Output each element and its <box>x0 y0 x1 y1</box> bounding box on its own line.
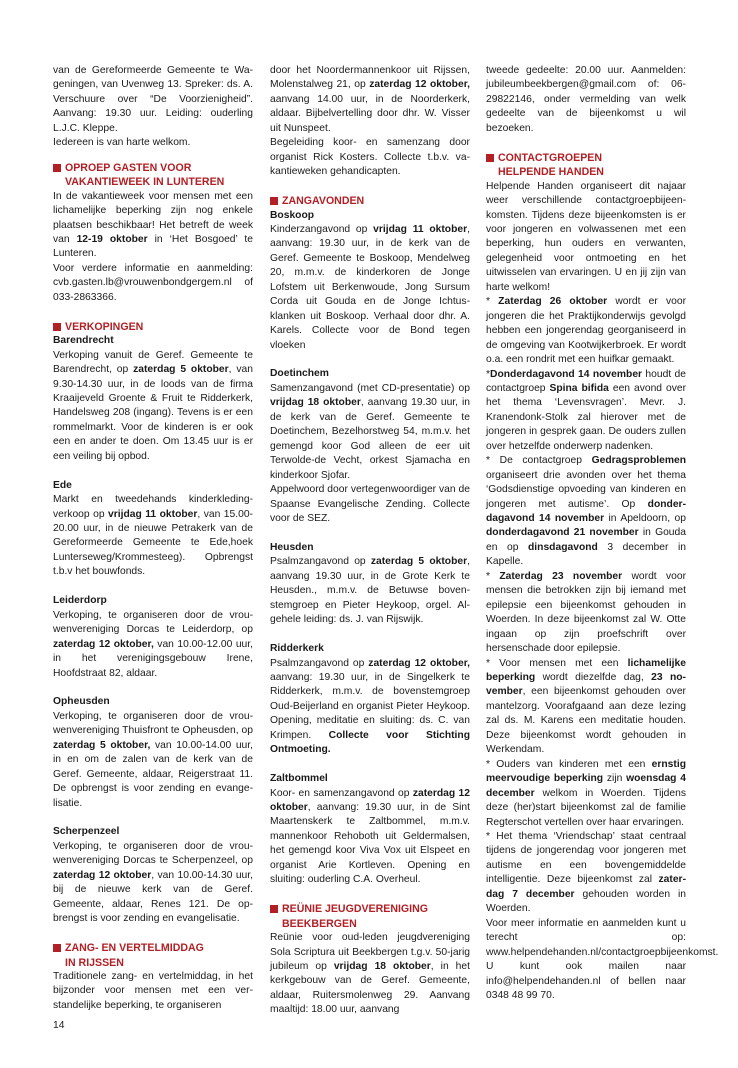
paragraph: In de vakantieweek voor mensen met een lichamelijke beperking zijn nog enkele plaatsen beschikbaar! Het betreft de week van 12-19 oktober in ‘Het Bosgoed’ te Lunteren. Voor verdere informatie en aanmelding: cvb.gasten.lb@vrouwenbondgergem.nl of 033-2863366. <box>53 190 253 303</box>
red-square-bullet-icon <box>270 197 278 205</box>
paragraph: Psalmzangavond op zaterdag 5 oktober, aanvang 19.30 uur, in de Grote Kerk te Heusden., m.m.v. de Betuwse bovenstemgroep en Pieter Heykoop, orgel. Algehele leiding: ds. J. van Rijswijk. <box>270 556 470 626</box>
subheading: Leiderdorp <box>53 595 107 607</box>
paragraph: Markt en tweedehands kinderkledingverkoop op vrijdag 11 oktober, van 15.00-20.00 uur, in de nieuwe Petrakerk van de Gereformeerde Gemeente te Ede,hoek Lunterseweg/Krommesteeg). Opbrengst t.b.v het bouwfonds. <box>53 494 253 578</box>
red-square-bullet-icon <box>53 323 61 331</box>
subheading: Ridderkerk <box>270 643 324 655</box>
paragraph: Helpende Handen organiseert dit najaar weer verschillende contactgroepbijeenkomsten. Tijdens deze bijeenkomsten is er voor jongeren en volwassenen met een beperking, hun ouders en verwanten, gelegenheid voor ontmoeting en het uitwisselen van ervaringen. U en jij zijn van harte welkom! * Zaterdag 26 oktober wordt er voor jongeren die het Praktijkonderwijs gevolgd hebben een jongerendag georganiseerd in de omgeving van Kootwijkerbroek. Er wordt o.a. een rondrit met een huifkar gemaakt. *Donderdagavond 14 november houdt de contactgroep Spina bifida een avond over het thema ‘Levensvragen’. Mevr. J. Kranendonk-Stolk zal hierover met de jongeren in gesprek gaan. De ouders zullen over hetzelfde onderwerp nadenken. * De contactgroep Gedragsproblemen organiseert drie avonden over het thema ‘Godsdienstige opvoeding van kinderen en jongeren met autisme’. Op donderdagavond 14 november in Apeldoorn, op donderdagavond 21 november in Gouda en op dinsdagavond 3 december in Kapelle. * Zaterdag 23 november wordt voor mensen die betrokken zijn bij iemand met epilepsie een bijeenkomst gehouden in Woerden. In deze bijeenkomst zal W. Otte ingaan op zijn proefschrift over hersenschade door epilepsie. * Voor mensen met een lichamelijke beperking wordt diezelfde dag, 23 november, een bijeenkomst gehouden over mantelzorg. Voorafgaand aan deze lezing zal ds. M. Karens een meditatie houden. Deze bijeenkomst wordt gehouden in Werkendam. * Ouders van kinderen met een ernstig meervoudige beperking zijn woensdag 4 december welkom in Woerden. Tijdens deze (her)start bijeenkomst zal de familie Regterschot vertellen over haar ervaringen. * Het thema ‘Vriendschap’ staat centraal tijdens de jongerendag voor jongeren met autisme en een bovengemiddelde intelligentie. Deze bijeenkomst zal zaterdag 7 december gehouden worden in Woerden. Voor meer informatie en aanmelden kunt u terecht op: www.helpendehanden.nl/contactgroepbijeenkomst. U kunt ook mailen naar info@helpendehanden.nl of bellen naar 0348 48 99 70. <box>486 180 719 1001</box>
paragraph: Koor- en samenzangavond op zaterdag 12 oktober, aanvang: 19.30 uur, in de Sint Maartenskerk te Zaltbommel, m.m.v. mannenkoor Rehoboth uit Geldermalsen, het gemengd koor Viva Vox uit Elspeet en organist Arie Kortleven. Opening en sluiting: ouderling C.A. Overheul. <box>270 787 470 886</box>
subheading: Barendrecht <box>53 335 114 347</box>
paragraph: Verkoping, te organiseren door de vrouwenvereniging Dorcas te Scherpenzeel, op zaterdag 12 oktober, van 10.00-14.30 uur, bij de nieuwe kerk van de Geref. Gemeente, aldaar, Renes 121. De opbrengst is voor zending en evangelisatie. <box>53 840 253 925</box>
paragraph: Samenzangavond (met CD-presentatie) op vrijdag 18 oktober, aanvang 19.30 uur, in de kerk van de Geref. Gemeente te Doetinchem, Bezelhorstweg 54, m.m.v. het gemengd koor God alleen de eer uit Terwolde-de Vecht, orkest Sjamacha en kinderkoor Sjofar. Appelwoord door vertegenwoordiger van de Spaanse Evangelische Zending. Collecte voor de SEZ. <box>270 382 470 525</box>
paragraph: Verkoping vanuit de Geref. Gemeente te Barendrecht, op zaterdag 5 oktober, van 9.30-14.30 uur, in de loods van de firma Kraaijeveld Groente & Fruit te Ridderkerk, Handelsweg 208 (ingang). Tevens is er een rommelmarkt. Voor de kinderen is er ook een en ander te doen. Om 13.45 uur is er een veiling bij opbod. <box>53 349 253 462</box>
red-square-bullet-icon <box>53 944 61 952</box>
paragraph: Traditionele zang- en vertelmiddag, in het bijzonder voor mensen met een verstandelijke beperking, te organiseren <box>53 971 253 1011</box>
column-2 <box>270 64 470 1018</box>
column-1 <box>53 64 253 1013</box>
section-heading: VERKOPINGEN <box>53 320 253 334</box>
section-heading: ZANG- EN VERTELMIDDAG IN RIJSSEN <box>53 941 253 970</box>
paragraph: Reünie voor oud-leden jeugdvereniging Sola Scriptura uit Beekbergen t.g.v. 50-jarig jubileum op vrijdag 18 oktober, in het kerkgebouw van de Geref. Gemeente, aldaar, Ruitersmolenweg 29. Aanvang maaltijd: 18.00 uur, aanvang <box>270 932 470 1016</box>
paragraph: van de Gereformeerde Gemeente te Wageningen, van Uvenweg 13. Spreker: ds. A. Verschuure over “De Voorzienigheid”. Aanvang: 19.30 uur. Leiding: ouderling L.J.C. Kleppe. Iedereen is van harte welkom. <box>53 65 253 149</box>
paragraph: Verkoping, te organiseren door de vrouwenvereniging Thuisfront te Opheusden, op zaterdag 5 oktober, van 10.00-14.00 uur, in en om de zalen van de kerk van de Geref. Gemeente, aldaar, Reigerstraat 11. De opbrengst is voor zending en evangelisatie. <box>53 710 253 809</box>
subheading: Heusden <box>270 541 314 553</box>
red-square-bullet-icon <box>53 164 61 172</box>
paragraph: tweede gedeelte: 20.00 uur. Aanmelden: jubileumbeekbergen@gmail.com of: 06-29822146, onder vermelding van welk gedeelte van de bijeenkomst u wil bezoeken. <box>486 65 686 134</box>
paragraph: Kinderzangavond op vrijdag 11 oktober, aanvang: 19.30 uur, in de kerk van de Geref. Gemeente te Boskoop, Mendelweg 20, m.m.v. de kinderkoren de Jonge Lofstem uit Berkenwoude, Jong Sursum Corda uit Gouda en de Jonge Ichtusklanken uit Boskoop. Verhaal door dhr. A. Karels. Collecte voor de Bond tegen vloeken <box>270 223 470 351</box>
paragraph: Verkoping, te organiseren door de vrouwenvereniging Dorcas te Leiderdorp, op zaterdag 12 oktober, van 10.00-12.00 uur, in het verenigingsgebouw Irene, Hoofdstraat 82, aldaar. <box>53 609 253 679</box>
section-heading: ZANGAVONDEN <box>270 194 470 208</box>
red-square-bullet-icon <box>270 905 278 913</box>
subheading: Doetinchem <box>270 368 329 380</box>
section-heading: REÜNIE JEUGDVERENIGING BEEKBERGEN <box>270 902 470 931</box>
paragraph: Psalmzangavond op zaterdag 12 oktober, aanvang: 19.30 uur, in de Singelkerk te Ridderkerk, m.m.v. de bovenstemgroep Oud-Beijerland en organist Pieter Heykoop. Opening, meditatie en sluiting: ds. C. van Krimpen. Collecte voor Stichting Ontmoeting. <box>270 657 470 756</box>
red-square-bullet-icon <box>486 154 494 162</box>
subheading: Boskoop <box>270 209 315 221</box>
paragraph: door het Noordermannenkoor uit Rijssen, Molenstalweg 21, op zaterdag 12 oktober, aanvang 14.00 uur, in de Noorderkerk, aldaar. Bijbelvertelling door dhr. W. Visser uit Nunspeet. Begeleiding koor- en samenzang door organist Rick Kosters. Collecte t.b.v. vakantieweken gehandicapten. <box>270 65 471 178</box>
page-number: 14 <box>53 1020 65 1031</box>
section-heading: CONTACTGROEPEN HELPENDE HANDEN <box>486 151 686 180</box>
subheading: Opheusden <box>53 696 110 708</box>
subheading: Scherpenzeel <box>53 826 120 838</box>
column-3 <box>486 64 719 1003</box>
subheading: Zaltbommel <box>270 773 328 785</box>
section-heading: OPROEP GASTEN VOOR VAKANTIEWEEK IN LUNTEREN <box>53 161 253 190</box>
subheading: Ede <box>53 479 72 491</box>
